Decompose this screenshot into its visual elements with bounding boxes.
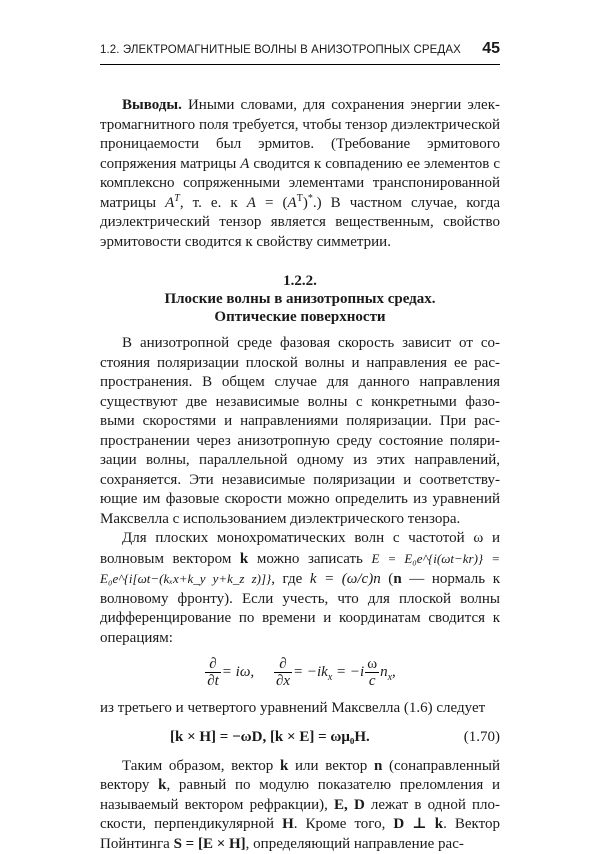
equation-1-70 xyxy=(100,725,500,751)
section-title-line2: Оптические поверхности xyxy=(100,308,500,326)
header-title: 1.2. ЭЛЕКТРОМАГНИТНЫЕ ВОЛНЫ В АНИЗОТРОПНЫХ СРЕДАХ xyxy=(100,44,461,56)
section-number: 1.2.2. xyxy=(100,272,500,290)
plane-wave-formula: E = E₀e^{i(ωt−kr)} = E₀e^{i[ωt−(kₓx+k_y y+k_z z)]} xyxy=(100,551,500,587)
section-heading xyxy=(100,272,500,326)
d-dt-fraction: $\frac{\partial}{\partial t}$ xyxy=(205,656,221,689)
page-number: 45 xyxy=(482,40,500,58)
paragraph-plane-waves: Для плоских монохроматических волн с частотой ω и волновым вектором k можно записать E = E₀e^{i(ωt−kr)} = E₀e^{i[ωt−(kₓx+k_y y+k_z z)]}, где k = (ω/c)n (n — нормаль к волновому фронту). Если учесть, что для плоской волны дифференцирование по времени и координатам сводится к операциям: xyxy=(100,529,500,648)
equation-number: (1.70) xyxy=(464,729,500,746)
equation-body: [k × H] = −ωD, [k × E] = ωμ₀H. xyxy=(170,729,370,746)
derivative-operators: $\frac{\partial}{\partial t}$ = iω, $\frac{\partial}{\partial x}$ = $-ik_x = -i$ $\frac{\omega}{c}$ $n_x$, xyxy=(100,656,500,689)
transpose-symbol: $A^T$ xyxy=(165,195,180,211)
omega-over-c-fraction: $\frac{\omega}{c}$ xyxy=(365,656,379,689)
maxwell-reference-text: из третьего и четвертого уравнений Максвелла (1.6) следует xyxy=(100,699,500,719)
conclusion-lead: Выводы. xyxy=(122,97,182,113)
paragraph-refraction-vector: Таким образом, вектор k или вектор n (сонаправленный вектору k, равный по модулю показателю преломления и называемый вектором рефракции), E, D лежат в одной плоскости, перпендикулярной H. Кроме того, D ⊥ k. Вектор Пойнтинга S = [E × H], определяющий направление рас- xyxy=(100,757,500,854)
page-body xyxy=(100,96,500,854)
paragraph-anisotropic: В анизотропной среде фазовая скорость зависит от состояния поляризации плоской волны и направления ее распространения. В общем случае для данного направления существуют две независимые волны с конкретными фазовыми скоростями и направлениями поляризации. При распространении через анизотропную среду состояние поляризации волны, параллельной одному из этих направлений, сохраняется. Эти независимые поляризации и соответствующие им фазовые скорости можно определить из уравнений Максвелла с использованием диэлектрического тензора. xyxy=(100,334,500,529)
hermitian-condition: A xyxy=(247,195,256,211)
section-title-line1: Плоские волны в анизотропных средах. xyxy=(100,290,500,308)
wave-vector-definition: k = (ω/c)n xyxy=(310,571,381,587)
running-header xyxy=(100,40,500,65)
d-dx-fraction: $\frac{\partial}{\partial x}$ xyxy=(274,656,292,689)
conclusion-paragraph: Выводы. Иными словами, для сохранения энергии электромагнитного поля требуется, чтобы тензор диэлектрической проницаемости был эрмитов. (Требование эрмитового сопряжения матрицы A сводится к совпадению ее элементов с комплексно сопряженными элементами транспонированной матрицы $A^T$, т. е. к $A = (A^T)^*$.) В частном случае, когда диэлектрический тензор является вещественным, свойство эрмитовости сводится к свойству симметрии. xyxy=(100,96,500,252)
